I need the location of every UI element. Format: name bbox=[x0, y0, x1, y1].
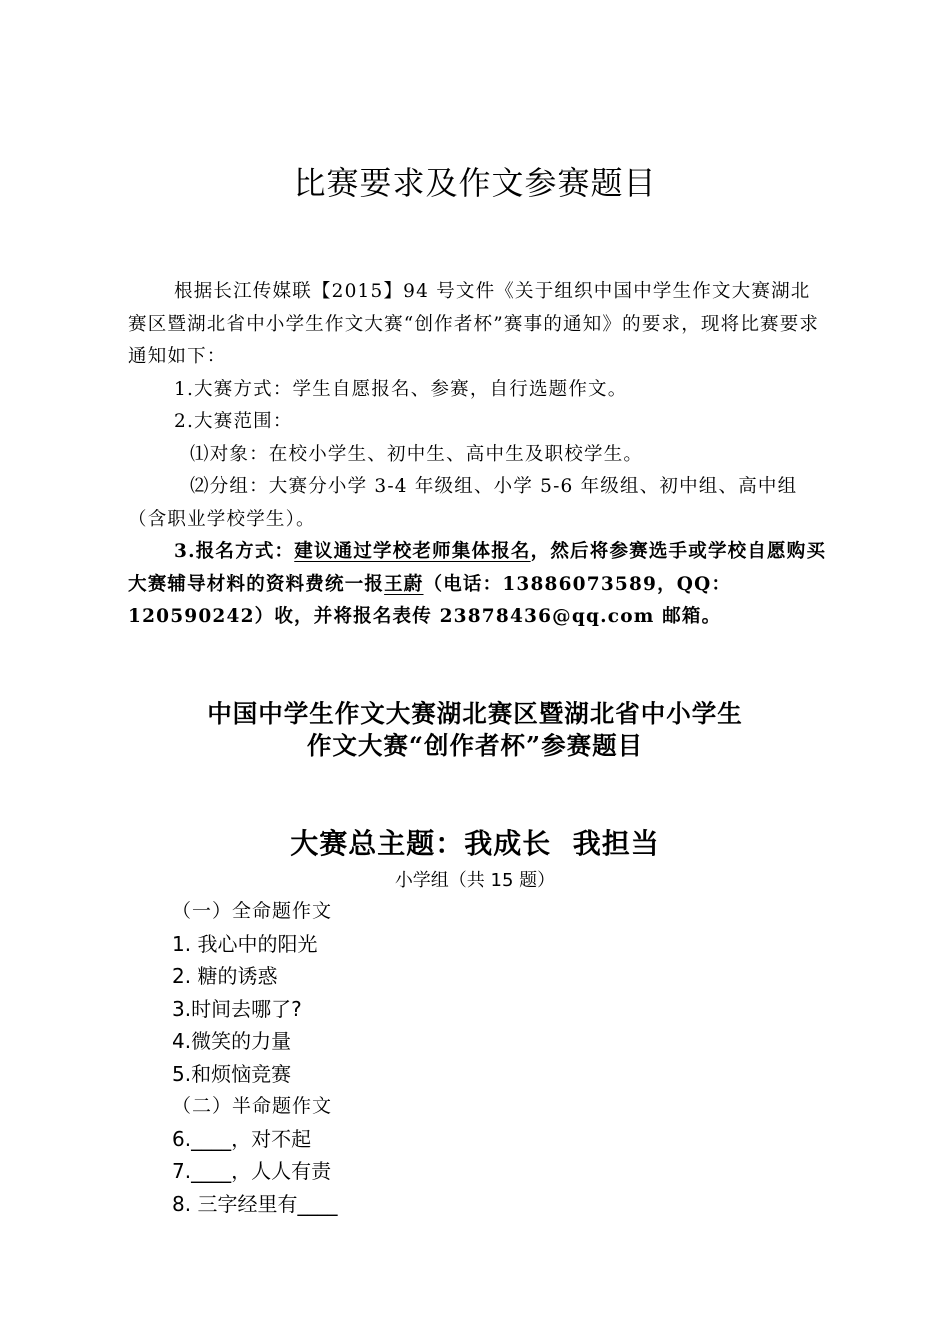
topic-item: 7.____，人人有责 bbox=[172, 1159, 332, 1183]
topic-list bbox=[172, 895, 772, 1220]
rule-registration-recommendation: 建议通过学校老师集体报名 bbox=[294, 541, 531, 562]
contest-theme: 大赛总主题：我成长 我担当 bbox=[290, 827, 660, 860]
page-title: 比赛要求及作文参赛题目 bbox=[293, 164, 657, 202]
rule-registration-label: 报名方式： bbox=[195, 541, 295, 562]
topic-item: 3.时间去哪了? bbox=[172, 996, 302, 1021]
topic-section-half: （二）半命题作文 bbox=[172, 1095, 333, 1117]
contest-heading-line2: 作文大赛“创作者杯”参赛题目 bbox=[306, 731, 644, 760]
topic-item: 4.微笑的力量 bbox=[172, 1029, 292, 1053]
topic-section-full: （一）全命题作文 bbox=[172, 900, 333, 922]
rule-registration-number: 3. bbox=[174, 541, 196, 562]
topic-item: 5.和烦恼竞赛 bbox=[172, 1061, 292, 1086]
rule-method: 1.大赛方式：学生自愿报名、参赛，自行选题作文。 bbox=[174, 378, 628, 400]
contact-name: 王蔚 bbox=[384, 573, 424, 595]
rule-registration-detail: ，然后将参赛选手或学校自愿购买大赛辅导材料的资料费统一报 bbox=[128, 541, 827, 595]
rule-scope-groups: ⑵分组：大赛分小学 3-4 年级组、小学 5-6 年级组、初中组、高中组（含职业学校学生）。 bbox=[128, 476, 798, 530]
rule-registration bbox=[128, 536, 828, 634]
contest-heading-line1: 中国中学生作文大赛湖北赛区暨湖北省中小学生 bbox=[207, 699, 743, 728]
topic-item: 2. 糖的诱惑 bbox=[172, 964, 278, 988]
contact-detail: （电话：13886073589，QQ：120590242）收，并将报名表传 23878436@qq.com 邮箱。 bbox=[128, 573, 732, 627]
group-label: 小学组（共 15 题） bbox=[394, 870, 556, 891]
contest-heading bbox=[0, 698, 950, 762]
intro-section bbox=[128, 276, 828, 634]
topic-item: 8. 三字经里有____ bbox=[172, 1191, 338, 1216]
rule-scope: 2.大赛范围： bbox=[174, 411, 293, 432]
topic-item: 6.____，对不起 bbox=[172, 1126, 312, 1151]
topic-item: 1. 我心中的阳光 bbox=[172, 931, 318, 956]
intro-paragraph: 根据长江传媒联【2015】94 号文件《关于组织中国中学生作文大赛湖北赛区暨湖北省中小学生作文大赛“创作者杯”赛事的通知》的要求，现将比赛要求通知如下： bbox=[128, 281, 820, 367]
rule-scope-target: ⑴对象：在校小学生、初中生、高中生及职校学生。 bbox=[190, 443, 644, 465]
